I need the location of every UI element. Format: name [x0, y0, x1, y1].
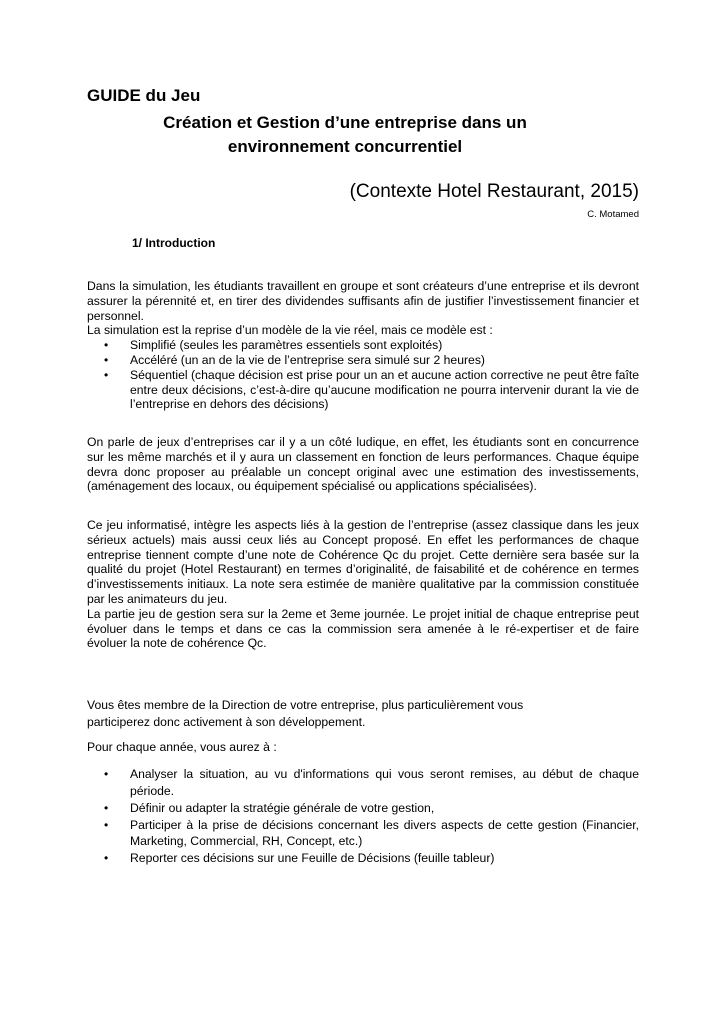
list-item: [87, 368, 639, 412]
list-item-text: Participer à la prise de décisions concernant les divers aspects de cette gestion (Financier, Marketing, Commercial, RH, Concept, etc.): [130, 817, 639, 848]
bullet-icon: •: [104, 817, 109, 832]
bullet-icon: •: [104, 800, 109, 815]
list-item: [87, 353, 639, 368]
annee-bullet-list: [87, 766, 639, 867]
intro-bullet-list: [87, 338, 639, 412]
bullet-icon: •: [104, 352, 109, 367]
intro-paragraph-2: La simulation est la reprise d’un modèle de la vie réel, mais ce modèle est :: [87, 323, 493, 338]
list-item: [87, 800, 639, 817]
list-item-text: Séquentiel (chaque décision est prise pour un an et aucune action corrective ne peut être faîte entre deux décisions, c’est-à-dire qu’aucune modification ne pourra intervenir durant la vie de l’entreprise en dehors des décisions): [130, 367, 639, 412]
author-name: C. Motamed: [587, 209, 639, 220]
section-heading: 1/ Introduction: [132, 236, 216, 250]
list-item-text: Analyser la situation, au vu d'informations qui vous seront remises, au début de chaque période.: [130, 767, 639, 798]
main-title-line2: environnement concurrentiel: [227, 137, 463, 156]
list-item-text: Définir ou adapter la stratégie générale de votre gestion,: [130, 800, 435, 815]
intro-paragraph-1: Dans la simulation, les étudiants travaillent en groupe et sont créateurs d’une entreprise et ils devront assurer la pérennité et, en tirer des dividendes suffisants afin de justifier l’investissement financier et personnel.: [87, 279, 639, 323]
informatise-paragraph-1: Ce jeu informatisé, intègre les aspects liés à la gestion de l’entreprise (assez classique dans les jeux sérieux actuels) mais aussi ceux liés au Concept proposé. En effet les performances de chaque entreprise tiennent compte d’une note de Cohérence Qc du projet. Cette dernière sera basée sur la qualité du projet (Hotel Restaurant) en termes d’originalité, de faisabilité et de cohérence en termes d’investissements initiaux. La note sera estimée de manière qualitative par la commission constituée par les animateurs du jeu.: [87, 518, 639, 606]
list-item: [87, 338, 639, 353]
main-title: [0, 111, 690, 159]
context-subtitle: (Contexte Hotel Restaurant, 2015): [349, 181, 639, 202]
bullet-icon: •: [104, 367, 109, 382]
informatise-paragraph-2: La partie jeu de gestion sera sur la 2eme et 3eme journée. Le projet initial de chaque entreprise peut évoluer dans le temps et dans ce cas la commission sera amenée à le ré-expertiser et de faire évoluer la note de cohérence Qc.: [87, 606, 639, 651]
member-paragraph: Vous êtes membre de la Direction de votre entreprise, plus particulièrement vous participerez donc activement à son développement.: [87, 698, 524, 729]
list-item: [87, 850, 639, 867]
bullet-icon: •: [104, 338, 109, 353]
main-title-line1: Création et Gestion d’une entreprise dans un: [163, 113, 527, 132]
list-item: [87, 817, 639, 850]
bullet-icon: •: [104, 767, 109, 781]
list-item-text: Reporter ces décisions sur une Feuille de Décisions (feuille tableur): [130, 851, 495, 865]
list-item: [87, 766, 639, 799]
guide-title: GUIDE du Jeu: [87, 86, 201, 105]
list-item-text: Accéléré (un an de la vie de l’entreprise sera simulé sur 2 heures): [130, 352, 485, 367]
jeux-paragraph: On parle de jeux d’entreprises car il y a un côté ludique, en effet, les étudiants sont en concurrence sur les même marchés et il y aura un classement en fonction de leurs performances. Chaque équipe devra donc proposer au préalable un concept original avec une estimation des investissements, (aménagement des locaux, ou équipement spécialisé ou applications spécialisées).: [87, 435, 639, 494]
annee-intro: Pour chaque année, vous aurez à :: [87, 740, 277, 754]
intro-block: [87, 279, 639, 412]
informatise-block: [87, 518, 639, 651]
bullet-icon: •: [104, 851, 109, 865]
list-item-text: Simplifié (seules les paramètres essentiels sont exploités): [130, 338, 443, 353]
